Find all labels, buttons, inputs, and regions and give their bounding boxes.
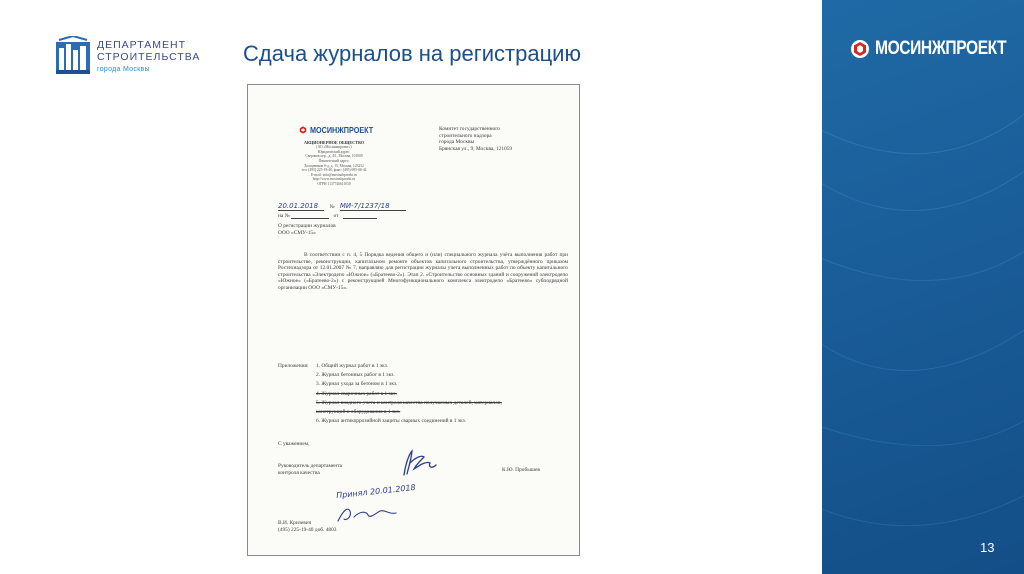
signer-name: К.Ю. Пробышев	[502, 467, 540, 473]
company-short: (АО «Мосинжпроект»)	[316, 145, 352, 150]
signer-title	[278, 463, 378, 476]
letterhead-detail: E-mail: info@mosinzhproekt.ru	[310, 172, 358, 177]
letterhead-logo	[299, 125, 384, 135]
handwritten-note: Принял 20.01.2018	[335, 482, 417, 501]
city-buildings-icon	[55, 36, 91, 76]
company-type: АКЦИОНЕРНОЕ ОБЩЕСТВО	[303, 140, 365, 145]
outgoing-number-line: 20.01.2018 № МИ-7/1237/18 на № от	[278, 203, 418, 219]
attachment-item: 3. Журнал ухода за бетоном в 1 экз.	[316, 381, 398, 388]
letterhead-detail: Фактический адрес:	[318, 158, 350, 163]
recipient-line: Брянская ул., 9, Москва, 121059	[439, 145, 513, 152]
signer-title-line: Руководитель департамента	[278, 463, 343, 469]
recipient-line: строительного надзора	[439, 132, 492, 139]
dept-name-line2: СТРОИТЕЛЬСТВА	[97, 51, 201, 63]
scanned-letter	[247, 84, 580, 556]
attachment-item: 2. Журнал бетонных работ в 1 экз.	[316, 372, 395, 379]
dept-name-line1: ДЕПАРТАМЕНТ	[97, 39, 187, 51]
letter-body: В соответствии с п. 4, 5 Порядка ведения общего и (или) специального журнала учёта выполнения работ при строительстве, реконструкции, капитальном ремонте объектов капитального строительства, утверждённого приказом Ростехнадзора от 12.01.2007 № 7, направляю для регистрации журналы учета выполненных работ по объекту капитального строительства «Электродепо «Южное» («Братеево-2»). Этап 2. «Строительство основных зданий и сооружений электродепо «Южное» («Братеево-2») с реконструкцией Многофункционального комплекса электродепо «Братеево» субподрядной организации ООО «СМУ-15».	[278, 252, 568, 291]
signer-title-line: контроля качества	[278, 469, 320, 476]
letterhead-details	[284, 140, 384, 187]
handwritten-number: МИ-7/1237/18	[340, 203, 406, 211]
recipient-block	[439, 126, 559, 152]
attachment-item: 6. Журнал антикоррозийной защиты сварных соединений в 1 экз.	[316, 418, 467, 425]
brand-name: МОСИНЖПРОЕКТ	[875, 38, 1007, 59]
dept-name-line3: города Москвы	[97, 66, 150, 73]
attachment-item-struck: конструкций и оборудования в 1 экз.	[316, 408, 401, 415]
recipient-line: города Москвы	[439, 139, 475, 146]
letterhead-detail: Юридический адрес:	[317, 149, 351, 154]
subject-line: О регистрации журналов	[278, 223, 336, 229]
closing: С уважением,	[278, 441, 310, 447]
attachments-label: Приложения:	[278, 363, 309, 369]
letterhead-detail: ОГРН 1137746611030	[317, 181, 351, 186]
letterhead-detail: http://www.mosinzhproekt.ru	[312, 177, 356, 182]
executor-block	[278, 520, 398, 533]
handwritten-date: 20.01.2018	[278, 203, 324, 211]
letterhead-detail: Сверчков пер., д. 4/1, Москва, 101000	[305, 154, 363, 159]
executor-phone: (495) 225-19-40 доб. 4803	[278, 526, 337, 533]
slide-title: Сдача журналов на регистрацию	[243, 41, 581, 66]
subject-line: ООО «СМУ-15»	[278, 229, 316, 236]
brand-side-panel	[822, 0, 1024, 574]
brand-hexagon-icon	[850, 39, 870, 59]
page-number: 13	[980, 540, 995, 555]
letter-subject	[278, 223, 418, 236]
letterhead-hexagon-icon	[299, 126, 307, 134]
signature-icon	[398, 447, 448, 479]
attachment-item-struck: 5. Журнал входного учета и контроля качества получаемых деталей, материалов,	[316, 399, 502, 406]
letterhead-brand: МОСИНЖПРОЕКТ	[310, 125, 374, 135]
attachment-item-struck: 4. Журнал сварочных работ в 1 экз.	[316, 390, 397, 397]
recipient-line: Комитет государственного	[439, 126, 500, 132]
attachment-item: 1. Общий журнал работ в 1 экз.	[316, 363, 389, 369]
department-logo	[55, 36, 200, 76]
executor-name: В.И. Кризевич	[278, 520, 312, 526]
decorative-curves	[822, 0, 1024, 574]
letterhead-detail: тел. (495) 225-19-40, факс: (495) 695-06-44	[301, 168, 367, 173]
letterhead-detail: Холщевиков б-д, д. 15, Москва, 123252	[304, 163, 364, 168]
attachments-list	[316, 363, 578, 427]
brand-logo	[850, 38, 1024, 60]
reference-prefix: на №	[278, 212, 290, 219]
